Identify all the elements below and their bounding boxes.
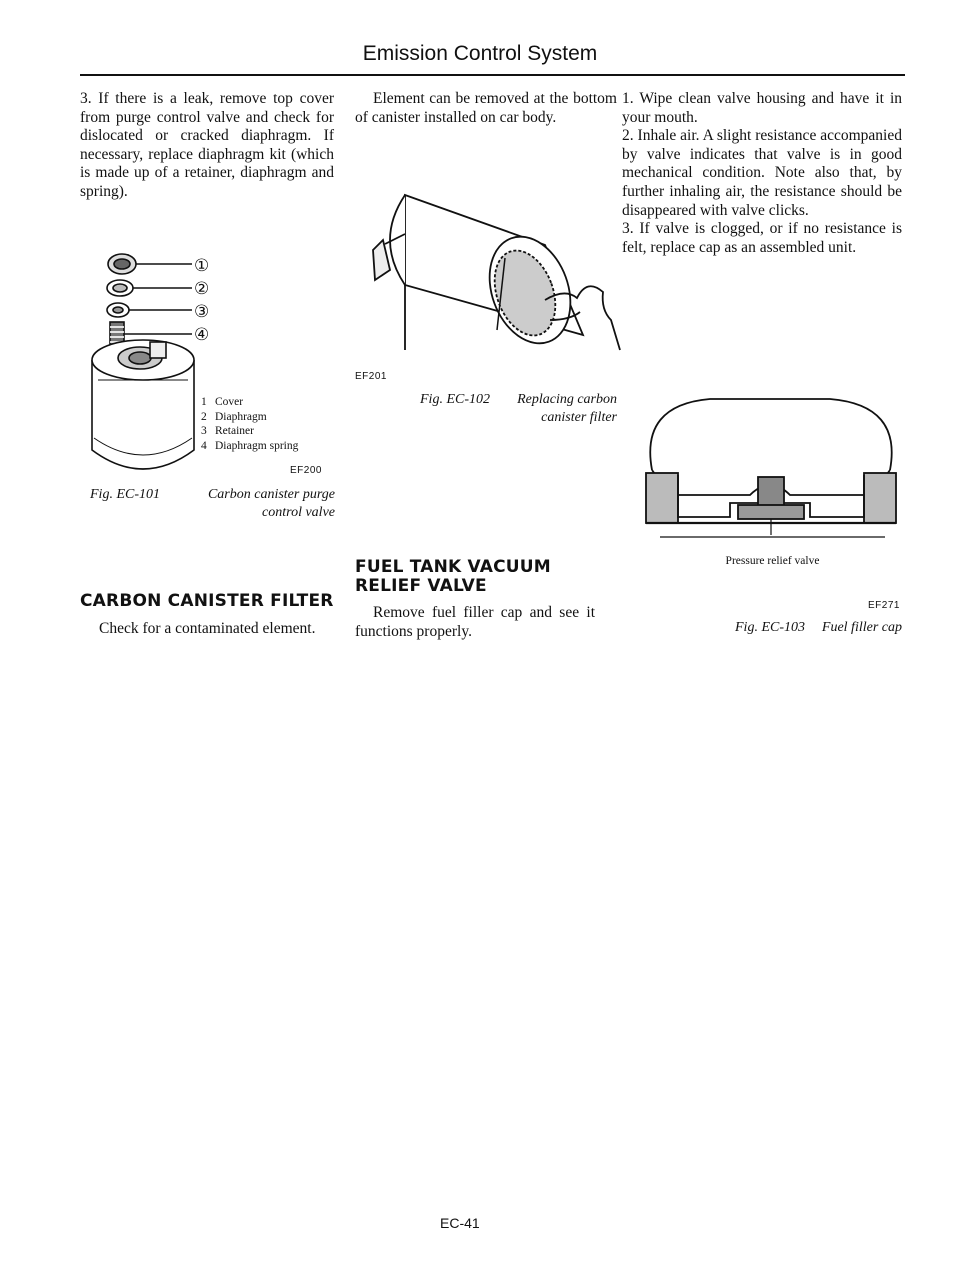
canister-illustration xyxy=(88,338,198,480)
legend-item: 2 Diaphragm xyxy=(201,410,267,423)
fig-ec103-number: Fig. EC-103 xyxy=(735,620,805,635)
parts-legend xyxy=(201,395,298,453)
legend-item: 1 Cover xyxy=(201,396,244,408)
fig-ec102-title-1: Replacing carbon xyxy=(517,392,617,407)
fuel-filler-cap-illustration xyxy=(640,395,905,545)
fig-code-ef201: EF201 xyxy=(355,371,387,382)
step-1: 1. Wipe clean valve housing and have it in your mouth. xyxy=(622,90,902,126)
callout-numbers xyxy=(194,254,209,346)
heading-fuel-tank-vacuum-1: FUEL TANK VACUUM xyxy=(355,557,551,577)
canister-filter-illustration xyxy=(365,170,630,350)
fig-code-ef200: EF200 xyxy=(290,465,322,476)
callout-4: ④ xyxy=(194,325,210,344)
callout-1: ① xyxy=(194,256,210,275)
col1-paragraph: 3. If there is a leak, remove top cover from purge control valve and check for dislocated or cracked diaphragm. If necessary, replace diaphragm kit (which is made up of a retainer, diaphragm and spring). xyxy=(80,90,334,200)
step-2: 2. Inhale air. A slight resistance accompanied by valve indicates that valve is in good mechanical condition. Note also that, by further inhaling air, the resistance should be disappeared with valve clicks. xyxy=(622,127,902,219)
fig-ec102-title-2: canister filter xyxy=(541,410,617,425)
page-header: Emission Control System xyxy=(362,42,598,65)
callout-3: ③ xyxy=(194,302,210,321)
heading-carbon-canister-filter: CARBON CANISTER FILTER xyxy=(80,591,334,611)
page-number: EC-41 xyxy=(440,1215,480,1231)
fig-ec101-number: Fig. EC-101 xyxy=(90,487,160,502)
fig-ec103-title: Fuel filler cap xyxy=(821,620,902,635)
step-3: 3. If valve is clogged, or if no resistance is felt, replace cap as an assembled unit. xyxy=(622,220,902,256)
callout-2: ② xyxy=(194,279,210,298)
fig-code-ef271: EF271 xyxy=(868,600,900,611)
fig-ec102-number: Fig. EC-102 xyxy=(420,392,490,407)
legend-item: 3 Retainer xyxy=(201,425,254,437)
heading-fuel-tank-vacuum-2: RELIEF VALVE xyxy=(355,576,487,596)
fuel-tank-relief-text: Remove fuel filler cap and see it functions properly. xyxy=(355,604,595,640)
col2-paragraph: Element can be removed at the bottom of canister installed on car body. xyxy=(355,90,617,126)
carbon-canister-filter-text: Check for a contaminated element. xyxy=(99,620,316,637)
legend-item: 4 Diaphragm spring xyxy=(201,439,299,452)
col3-steps xyxy=(622,90,902,257)
pressure-relief-valve-label: Pressure relief valve xyxy=(725,555,820,567)
header-rule xyxy=(80,74,905,76)
fig-ec101-title-1: Carbon canister purge xyxy=(207,487,335,502)
fig-ec101-title-2: control valve xyxy=(262,505,335,520)
